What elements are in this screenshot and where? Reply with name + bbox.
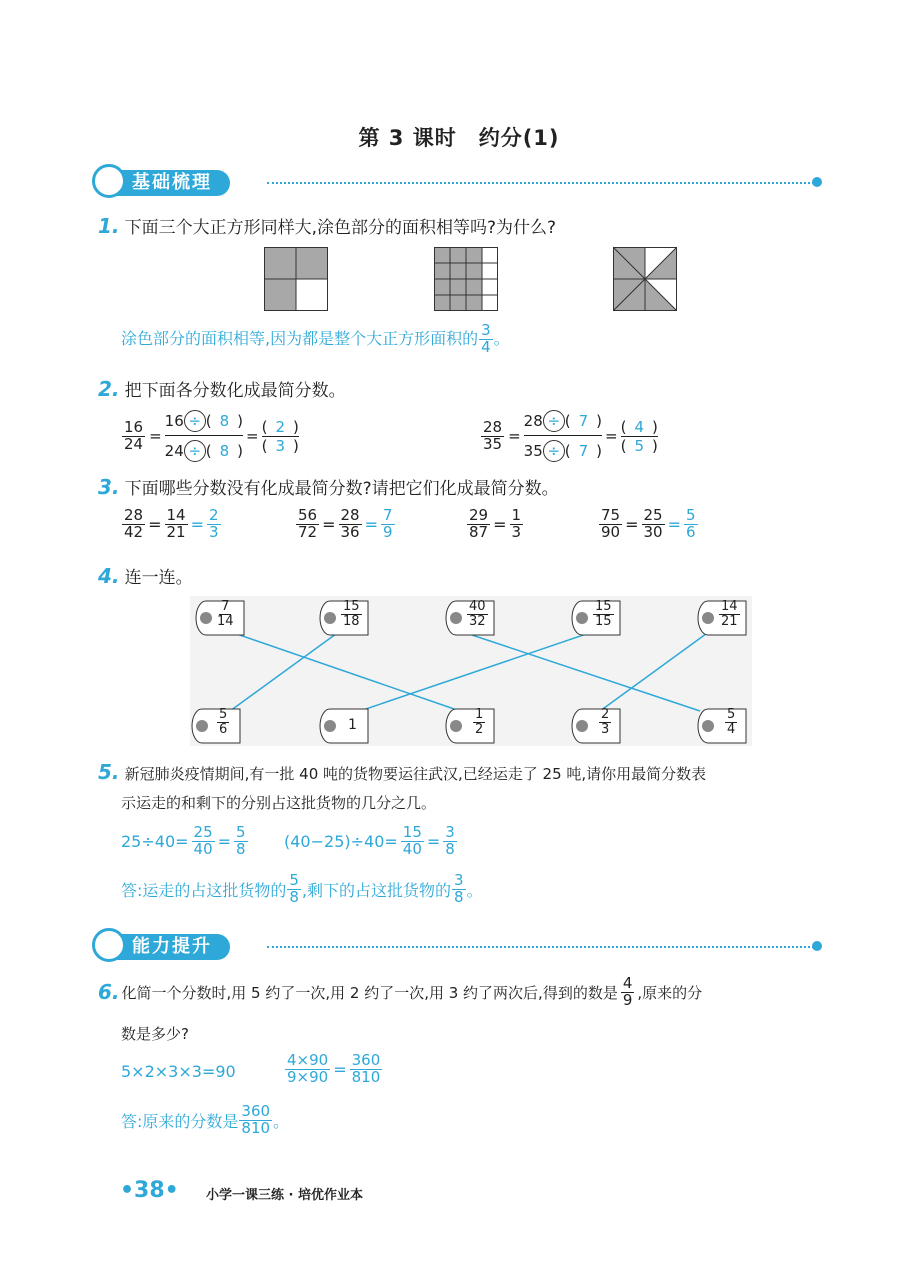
question-number: 4. [98, 564, 120, 588]
question-4 [98, 563, 193, 588]
question-number: 5. [98, 760, 120, 784]
question-text: 化简一个分数时,用 5 约了一次,用 2 约了一次,用 3 约了两次后,得到的数是 [121, 983, 618, 1002]
simplify-item-1: $\frac{28}{42}$ = $\frac{14}{21}$ = $\frac{2}{3}$ [124, 506, 219, 541]
question-text: 下面三个大正方形同样大,涂色部分的面积相等吗?为什么? [124, 218, 557, 238]
can-bottom-5: $\frac{5}{4}$ [696, 706, 752, 746]
can-bottom-3: $\frac{1}{2}$ [444, 706, 500, 746]
operator-circle: ÷ [543, 440, 565, 462]
question-5 [98, 760, 838, 784]
question-text: 连一连。 [124, 568, 193, 588]
can-top-3: $\frac{40}{32}$ [444, 598, 500, 638]
question-3 [98, 474, 559, 499]
can-top-1: $\frac{7}{14}$ [194, 598, 250, 638]
simplify-item-4: $\frac{75}{90}$ = $\frac{25}{30}$ = $\frac{5}{6}$ [601, 506, 696, 541]
answer-6: 答:原来的分数是 $\frac{360}{810}$ 。 [121, 1102, 290, 1137]
question-number: 1. [98, 214, 120, 238]
square-figure-2 [434, 247, 498, 311]
answer-5: 答:运走的占这批货物的 $\frac{5}{8}$ ,剩下的占这批货物的 $\frac{3}{8}$ 。 [121, 871, 483, 906]
can-bottom-4: $\frac{2}{3}$ [570, 706, 626, 746]
square-figure-3 [613, 247, 677, 311]
answer-text: 涂色部分的面积相等,因为都是整个大正方形面积的 [121, 328, 479, 348]
square-figure-1 [264, 247, 328, 311]
divider-dot [812, 941, 822, 951]
question-text: 新冠肺炎疫情期间,有一批 40 吨的货物要运往武汉,已经运走了 25 吨,请你用最简分数表 [124, 765, 707, 783]
reduction-b: $\frac{28}{35}$ = $\frac{28 \div ( 7 )}{35 \div ( 7 )}$ = $\frac{( 4 )}{( 5 )}$ [483, 412, 658, 460]
section-header-ability [92, 926, 822, 966]
question-2 [98, 376, 346, 401]
divider-dot [812, 177, 822, 187]
book-title: 小学一课三练 · 培优作业本 [206, 1188, 363, 1203]
calc-5b: (40−25)÷40= $\frac{15}{40}$ = $\frac{3}{8}$ [284, 823, 455, 858]
question-number: 3. [98, 475, 120, 499]
operator-circle: ÷ [543, 410, 565, 432]
can-top-4: $\frac{15}{15}$ [570, 598, 626, 638]
section-badge: 基础梳理 [102, 170, 230, 196]
can-top-5: $\frac{14}{21}$ [696, 598, 752, 638]
page-number: •38• [120, 1178, 179, 1203]
calc-6a: 5×2×3×3=90 [121, 1062, 236, 1081]
answer-suffix: 。 [493, 328, 510, 348]
question-6-line2: 数是多少? [121, 1025, 189, 1043]
operator-circle: ÷ [184, 440, 206, 462]
reduction-a: $\frac{16}{24}$ = $\frac{16 \div ( 8 )}{24 \div ( 8 )}$ = $\frac{( 2 )}{( 3 )}$ [124, 412, 299, 460]
answer-1 [121, 323, 510, 356]
calc-5a: 25÷40= $\frac{25}{40}$ = $\frac{5}{8}$ [121, 823, 246, 858]
question-5-line2: 示运走的和剩下的分别占这批货物的几分之几。 [121, 794, 437, 812]
section-badge: 能力提升 [102, 934, 230, 960]
can-bottom-2 [318, 706, 374, 746]
question-text: 把下面各分数化成最简分数。 [124, 381, 346, 401]
question-number: 6. [98, 980, 120, 1005]
simplify-item-2: $\frac{56}{72}$ = $\frac{28}{36}$ = $\frac{7}{9}$ [298, 506, 393, 541]
dotted-divider [267, 182, 814, 184]
calc-6b: $\frac{4\times 90}{9\times 90}$ = $\frac{360}{810}$ [287, 1051, 381, 1086]
question-text: 下面哪些分数没有化成最简分数?请把它们化成最简分数。 [124, 479, 559, 499]
can-top-2: $\frac{15}{18}$ [318, 598, 374, 638]
operator-circle: ÷ [184, 410, 206, 432]
dotted-divider [267, 946, 814, 948]
clock-icon [92, 164, 126, 198]
simplify-item-3: $\frac{29}{87}$ = $\frac{1}{3}$ [469, 506, 522, 541]
question-number: 2. [98, 377, 120, 401]
whole-number: 1 [348, 717, 357, 733]
section-header-basic [92, 162, 822, 202]
question-6: 6. 化简一个分数时,用 5 约了一次,用 2 约了一次,用 3 约了两次后,得到的数是 $\frac{4}{9}$ ,原来的分 [98, 974, 703, 1009]
question-1 [98, 213, 556, 238]
clock-icon [92, 928, 126, 962]
page-title: 第 3 课时 约分(1) [358, 126, 560, 150]
can-bottom-1: $\frac{5}{6}$ [190, 706, 246, 746]
answer-fraction: $\frac{3}{4}$ [481, 321, 491, 356]
